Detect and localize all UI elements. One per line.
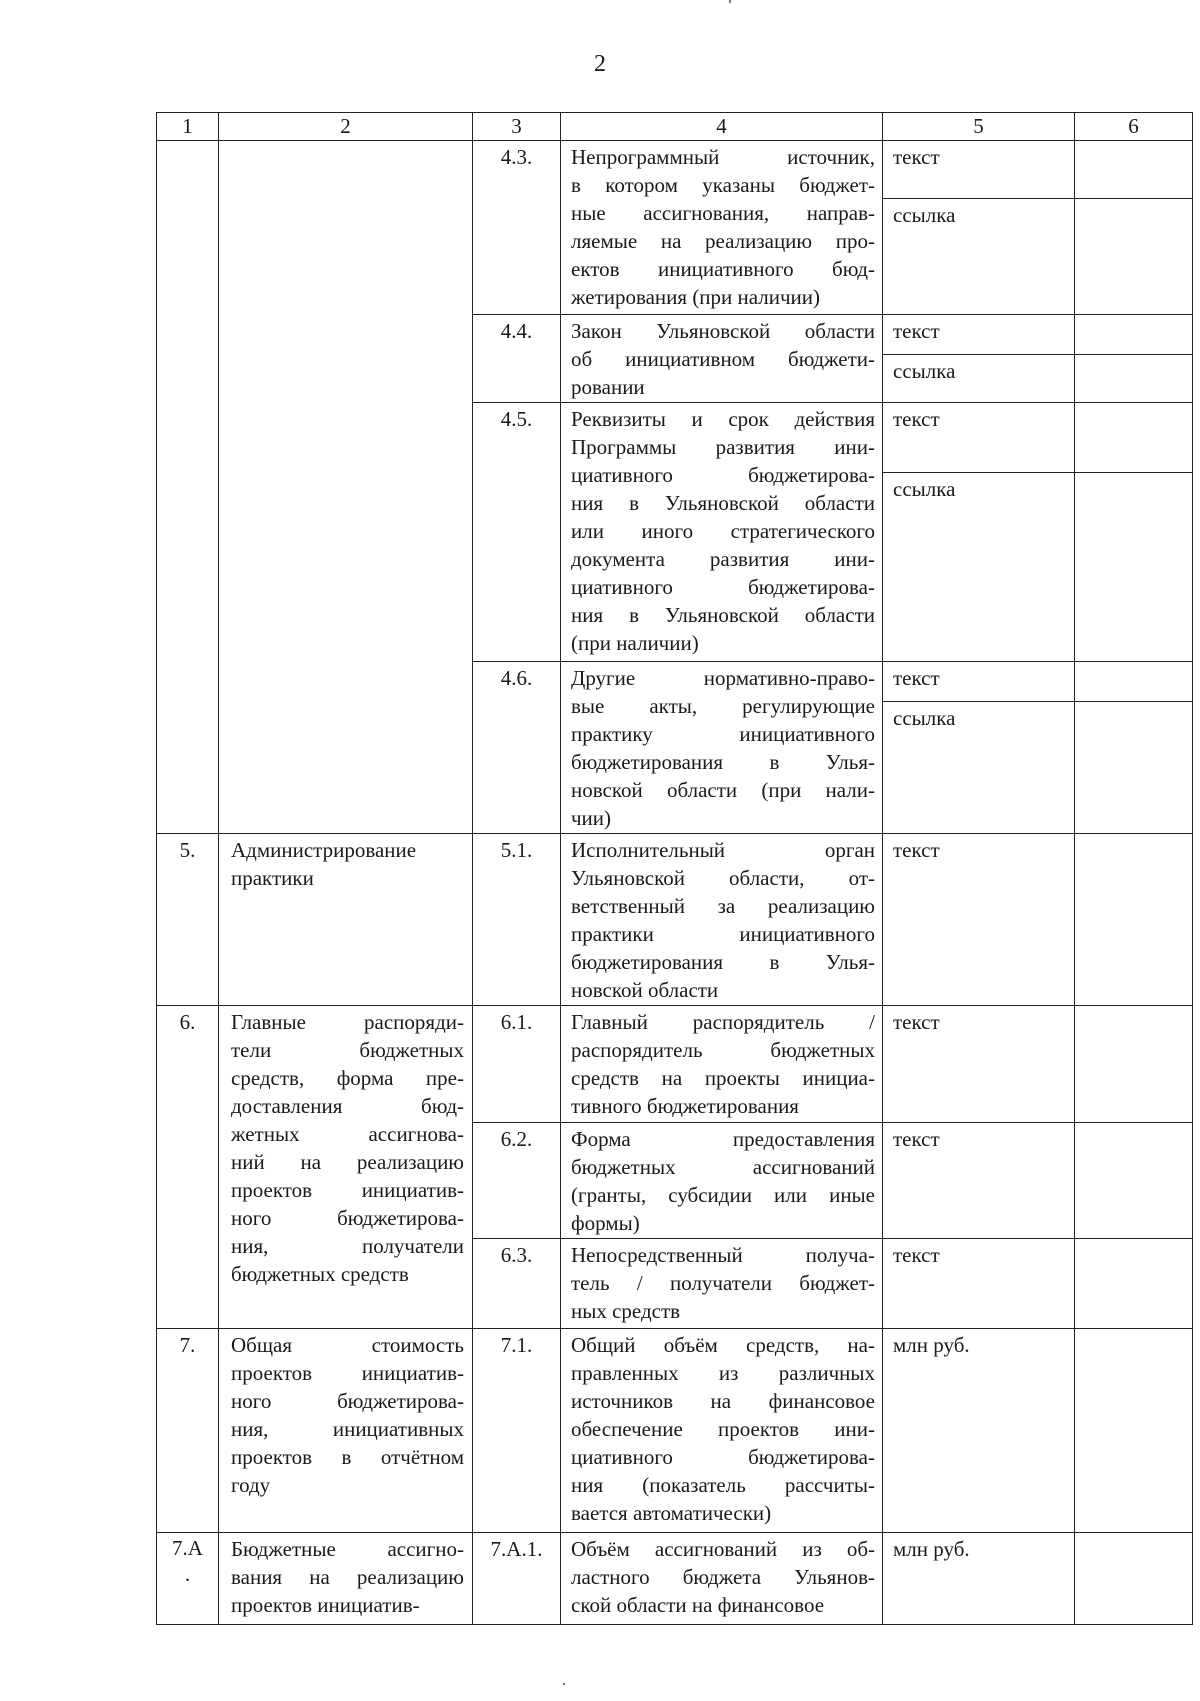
cell-text-line: ляемые на реализацию про- [571, 229, 875, 253]
cell-code: 6.1. [473, 1006, 561, 1123]
cell-text-line: Объём ассигнований из об- [571, 1537, 875, 1561]
cell-text-line: Форма предоставления [571, 1127, 875, 1151]
cell-text-line: ластного бюджета Ульянов- [571, 1565, 875, 1589]
cell-value [1075, 662, 1193, 702]
cell-value [1075, 473, 1193, 662]
header-row [157, 113, 1193, 141]
cell-code: 4.5. [473, 403, 561, 662]
cell-type-text: текст [883, 1123, 1075, 1239]
cell-text-line: документа развития ини- [571, 547, 875, 571]
cell-text-line: практику инициативного [571, 722, 875, 746]
cell-text-line: новской области (при нали- [571, 778, 875, 802]
cell-section [219, 141, 473, 834]
cell-text-line: правленных из различных [571, 1361, 875, 1385]
cell-text-line: Бюджетные ассигно- [231, 1537, 464, 1561]
cell-text-line: обеспечение проектов ини- [571, 1417, 875, 1441]
cell-section [219, 834, 473, 1006]
cell-type-text: текст [883, 315, 1075, 355]
cell-value [1075, 1329, 1193, 1533]
cell-description [561, 1533, 883, 1625]
cell-code: 7.А.1. [473, 1533, 561, 1625]
table-row [157, 141, 1193, 199]
cell-text-line: источников на финансовое [571, 1389, 875, 1413]
cell-value [1075, 1006, 1193, 1123]
cell-text-line: бюджетных ассигнований [571, 1155, 875, 1179]
header-col-5: 5 [883, 113, 1075, 141]
cell-text-line: об инициативном бюджети- [571, 347, 875, 371]
cell-text-line: распорядитель бюджетных [571, 1038, 875, 1062]
cell-text-line: проектов инициатив- [231, 1361, 464, 1385]
cell-text-line: ных средств [571, 1299, 681, 1323]
cell-number: 7.А . [157, 1533, 219, 1625]
cell-text-line: проектов в отчётном [231, 1445, 464, 1469]
table-row [157, 1533, 1193, 1625]
cell-type-text: млн руб. [883, 1533, 1075, 1625]
cell-text-line: бюджетных средств [231, 1262, 409, 1286]
cell-text-line: ния (показатель рассчиты- [571, 1473, 875, 1497]
cell-text-line: тель / получатели бюджет- [571, 1271, 875, 1295]
cell-text-line: Главный распорядитель / [571, 1010, 875, 1034]
cell-text-line: ской области на финансовое [571, 1593, 825, 1617]
cell-type-text: текст [883, 403, 1075, 473]
cell-section [219, 1533, 473, 1625]
cell-text-line: циативного бюджетирова- [571, 463, 875, 487]
cell-text-line: или иного стратегического [571, 519, 875, 543]
cell-text-line: проектов инициатив- [231, 1593, 420, 1617]
cell-description [561, 141, 883, 315]
cell-text-line: Исполнительный орган [571, 838, 875, 862]
cell-type-text: текст [883, 834, 1075, 1006]
cell-code: 6.3. [473, 1239, 561, 1329]
header-col-3: 3 [473, 113, 561, 141]
cell-text-line: году [231, 1473, 271, 1497]
cell-text-line: Закон Ульяновской области [571, 319, 875, 343]
cell-type-text: млн руб. [883, 1329, 1075, 1533]
cell-code: 7.1. [473, 1329, 561, 1533]
cell-text-line: ные ассигнования, направ- [571, 201, 875, 225]
cell-description [561, 834, 883, 1006]
cell-number [157, 141, 219, 834]
header-col-6: 6 [1075, 113, 1193, 141]
cell-text-line: новской области [571, 978, 719, 1002]
cell-text-line: (гранты, субсидии или иные [571, 1183, 875, 1207]
header-col-2: 2 [219, 113, 473, 141]
cell-type-text: текст [883, 141, 1075, 199]
cell-text-line: бюджетирования в Улья- [571, 950, 875, 974]
cell-text-line: вые акты, регулирующие [571, 694, 875, 718]
cell-type-text: текст [883, 662, 1075, 702]
document-table [156, 112, 1193, 1625]
cell-description [561, 1239, 883, 1329]
cell-text-line: ния в Ульяновской области [571, 491, 875, 515]
cell-text-line: (при наличии) [571, 631, 699, 655]
cell-text-line: Программы развития ини- [571, 435, 875, 459]
cell-text-line: Непосредственный получа- [571, 1243, 875, 1267]
cell-text-line: Общая стоимость [231, 1333, 464, 1357]
cell-text-line: формы) [571, 1211, 640, 1235]
cell-code: 4.3. [473, 141, 561, 315]
cell-text-line: практики инициативного [571, 922, 875, 946]
cell-code: 4.4. [473, 315, 561, 403]
cell-text-line: ного бюджетирова- [231, 1206, 464, 1230]
cell-code: 5.1. [473, 834, 561, 1006]
cell-type-text: текст [883, 1239, 1075, 1329]
cell-text-line: ветственный за реализацию [571, 894, 875, 918]
cell-text-line: циативного бюджетирова- [571, 575, 875, 599]
cell-text-line: Непрограммный источник, [571, 145, 875, 169]
cell-description [561, 403, 883, 662]
cell-text-line: вания на реализацию [231, 1565, 464, 1589]
cell-type-text: текст [883, 1006, 1075, 1123]
cell-text-line: ний на реализацию [231, 1150, 464, 1174]
cell-text-line: ектов инициативного бюд- [571, 257, 875, 281]
cell-description [561, 1329, 883, 1533]
page-number: 2 [594, 51, 606, 77]
scan-mark [729, 0, 731, 3]
table-row [157, 1006, 1193, 1123]
cell-text-line: ного бюджетирова- [231, 1389, 464, 1413]
cell-number: 5. [157, 834, 219, 1006]
cell-type-link: ссылка [883, 702, 1075, 834]
cell-value [1075, 355, 1193, 403]
cell-value [1075, 702, 1193, 834]
cell-section [219, 1329, 473, 1533]
cell-text-line: ния, получатели [231, 1234, 464, 1258]
cell-description [561, 662, 883, 834]
cell-text-line: Другие нормативно-право- [571, 666, 875, 690]
cell-text-line: практики [231, 866, 314, 890]
cell-text-line: средств на проекты инициа- [571, 1066, 875, 1090]
cell-value [1075, 1239, 1193, 1329]
cell-text-line: вается автоматически) [571, 1501, 772, 1525]
cell-description [561, 315, 883, 403]
cell-value [1075, 1123, 1193, 1239]
cell-section [219, 1006, 473, 1329]
cell-text-line: доставления бюд- [231, 1094, 464, 1118]
cell-type-link: ссылка [883, 355, 1075, 403]
cell-text-line: жетных ассигнова- [231, 1122, 464, 1146]
cell-text-line: тели бюджетных [231, 1038, 464, 1062]
cell-text-line: в котором указаны бюджет- [571, 173, 875, 197]
cell-text-line: проектов инициатив- [231, 1178, 464, 1202]
cell-text-line: ровании [571, 375, 645, 399]
cell-value [1075, 141, 1193, 199]
cell-text-line: Общий объём средств, на- [571, 1333, 875, 1357]
table-row [157, 1329, 1193, 1533]
cell-code: 4.6. [473, 662, 561, 834]
header-col-4: 4 [561, 113, 883, 141]
cell-text-line: Реквизиты и срок действия [571, 407, 875, 431]
cell-text-line: циативного бюджетирова- [571, 1445, 875, 1469]
table-row [157, 834, 1193, 1006]
cell-value [1075, 199, 1193, 315]
cell-value [1075, 1533, 1193, 1625]
cell-text-line: средств, форма пре- [231, 1066, 464, 1090]
cell-text-line: Главные распоряди- [231, 1010, 464, 1034]
cell-text-line: Ульяновской области, от- [571, 866, 875, 890]
cell-text-line: тивного бюджетирования [571, 1094, 799, 1118]
cell-type-link: ссылка [883, 473, 1075, 662]
cell-description [561, 1006, 883, 1123]
scan-mark [563, 1683, 565, 1685]
cell-text-line: ния, инициативных [231, 1417, 464, 1441]
cell-value [1075, 834, 1193, 1006]
cell-text-line: жетирования (при наличии) [571, 285, 821, 309]
cell-description [561, 1123, 883, 1239]
cell-value [1075, 315, 1193, 355]
cell-text-line: чии) [571, 806, 612, 830]
cell-code: 6.2. [473, 1123, 561, 1239]
cell-text-line: ния в Ульяновской области [571, 603, 875, 627]
cell-number: 7. [157, 1329, 219, 1533]
cell-type-link: ссылка [883, 199, 1075, 315]
header-col-1: 1 [157, 113, 219, 141]
cell-number: 6. [157, 1006, 219, 1329]
cell-text-line: бюджетирования в Улья- [571, 750, 875, 774]
cell-text-line: Администрирование [231, 838, 417, 862]
cell-value [1075, 403, 1193, 473]
